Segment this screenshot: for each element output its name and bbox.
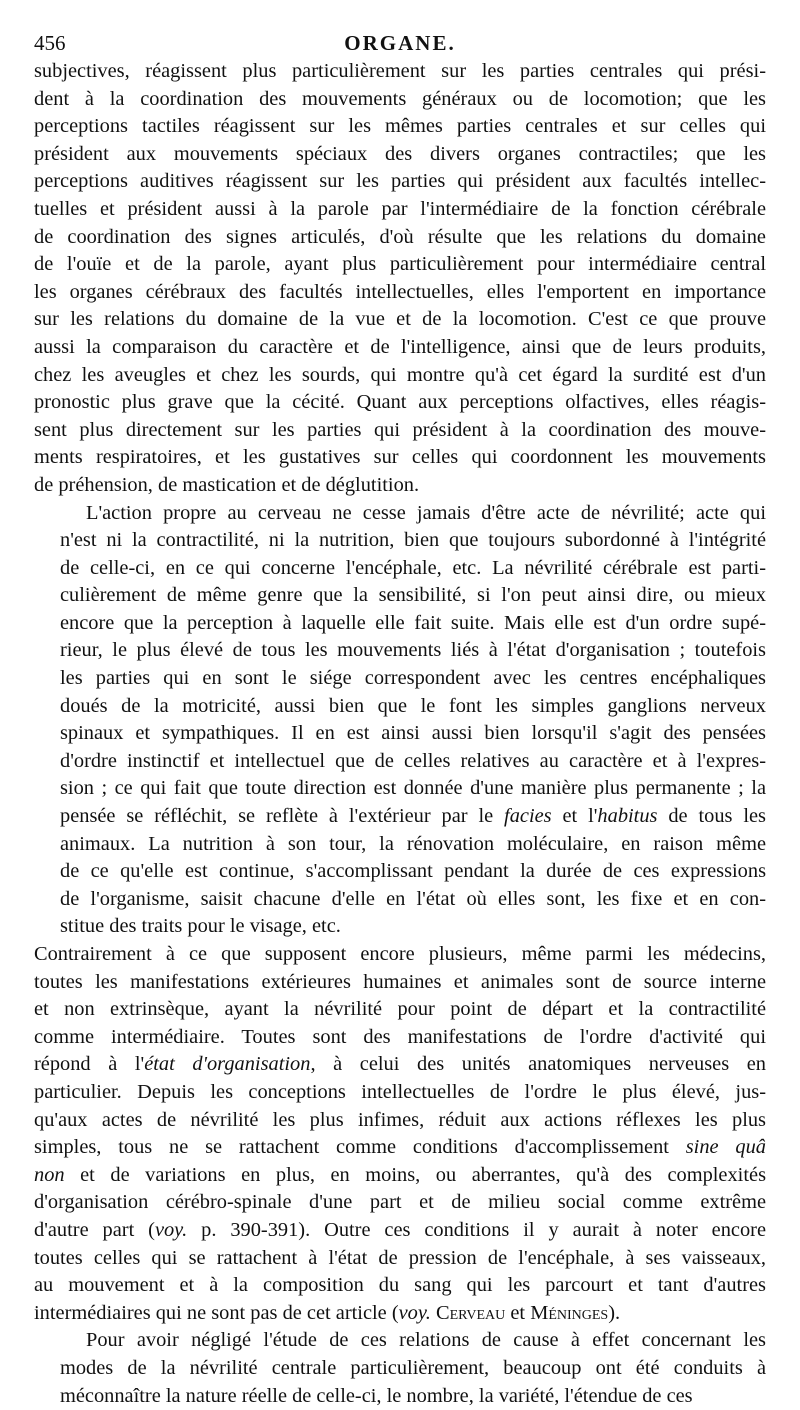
text-line: pensée se réfléchit, se reflète à l'extérieur par le facies et l'habitus de tous les bbox=[34, 803, 766, 831]
text-line: de ce qu'elle est continue, s'accomplissant pendant la durée de ces expressions bbox=[34, 858, 766, 886]
text-line: non et de variations en plus, en moins, ou aberrantes, qu'à des complexités bbox=[34, 1162, 766, 1190]
text-line: de préhension, de mastication et de déglutition. bbox=[34, 472, 766, 500]
text-line: méconnaître la nature réelle de celle-ci, le nombre, la variété, l'étendue de ces bbox=[34, 1383, 766, 1410]
text-line: de coordination des signes articulés, d'où résulte que les relations du domaine bbox=[34, 224, 766, 252]
page-header bbox=[34, 28, 766, 58]
text-line: sent plus directement sur les parties qui président à la coordination des mouve- bbox=[34, 417, 766, 445]
page-number: 456 bbox=[34, 28, 66, 58]
text-line: Contrairement à ce que supposent encore plusieurs, même parmi les médecins, bbox=[34, 941, 766, 969]
paragraph bbox=[34, 500, 766, 942]
text-line: chez les aveugles et chez les sourds, qui montre qu'à cet égard la surdité est d'un bbox=[34, 362, 766, 390]
text-line: animaux. La nutrition à son tour, la rénovation moléculaire, en raison même bbox=[34, 831, 766, 859]
text-line: doués de la motricité, aussi bien que le font les simples ganglions nerveux bbox=[34, 693, 766, 721]
text-line: pronostic plus grave que la cécité. Quant aux perceptions olfactives, elles réagis- bbox=[34, 389, 766, 417]
text-line: de l'organisme, saisit chacune d'elle en l'état où elles sont, les fixe et en con- bbox=[34, 886, 766, 914]
text-line: de celle-ci, en ce qui concerne l'encéphale, etc. La névrilité cérébrale est parti- bbox=[34, 555, 766, 583]
text-line: d'organisation cérébro-spinale d'une part et de milieu social comme extrême bbox=[34, 1189, 766, 1217]
paragraph bbox=[34, 58, 766, 500]
text-line: perceptions tactiles réagissent sur les mêmes parties centrales et sur celles qui bbox=[34, 113, 766, 141]
text-line: d'autre part (voy. p. 390-391). Outre ces conditions il y aurait à noter encore bbox=[34, 1217, 766, 1245]
text-line: toutes les manifestations extérieures humaines et animales sont de source interne bbox=[34, 969, 766, 997]
text-line: au mouvement et à la composition du sang qui les parcourt et tant d'autres bbox=[34, 1272, 766, 1300]
text-line: subjectives, réagissent plus particulièrement sur les parties centrales qui prési- bbox=[34, 58, 766, 86]
text-line: ments respiratoires, et les gustatives sur celles qui coordonnent les mouvements bbox=[34, 444, 766, 472]
text-line: répond à l'état d'organisation, à celui des unités anatomiques nerveuses en bbox=[34, 1051, 766, 1079]
book-page bbox=[34, 28, 766, 1410]
text-line: particulier. Depuis les conceptions intellectuelles de l'ordre le plus élevé, jus- bbox=[34, 1079, 766, 1107]
text-line: comme intermédiaire. Toutes sont des manifestations de l'ordre d'activité qui bbox=[34, 1024, 766, 1052]
text-line: et non extrinsèque, ayant la névrilité pour point de départ et la contractilité bbox=[34, 996, 766, 1024]
body-text bbox=[34, 58, 766, 1410]
text-line: encore que la perception à laquelle elle fait suite. Mais elle est d'un ordre supé- bbox=[34, 610, 766, 638]
text-line: sion ; ce qui fait que toute direction est donnée d'une manière plus permanente ; la bbox=[34, 775, 766, 803]
text-line: toutes celles qui se rattachent à l'état de pression de l'encéphale, à ses vaisseaux, bbox=[34, 1245, 766, 1273]
text-line: qu'aux actes de névrilité les plus infimes, réduit aux actions réflexes les plus bbox=[34, 1107, 766, 1135]
text-line: stitue des traits pour le visage, etc. bbox=[34, 913, 766, 941]
text-line: simples, tous ne se rattachent comme conditions d'accomplissement sine quâ bbox=[34, 1134, 766, 1162]
text-line: les parties qui en sont le siége correspondent avec les centres encéphaliques bbox=[34, 665, 766, 693]
text-line: perceptions auditives réagissent sur les parties qui président aux facultés intellec- bbox=[34, 168, 766, 196]
text-line: rieur, le plus élevé de tous les mouvements liés à l'état d'organisation ; toutefois bbox=[34, 637, 766, 665]
text-line: Pour avoir négligé l'étude de ces relations de cause à effet concernant les bbox=[34, 1327, 766, 1355]
text-line: culièrement de même genre que la sensibilité, si l'on peut ainsi dire, ou mieux bbox=[34, 582, 766, 610]
text-line: intermédiaires qui ne sont pas de cet article (voy. Cerveau et Méninges). bbox=[34, 1300, 766, 1328]
text-line: modes de la névrilité centrale particulièrement, beaucoup ont été conduits à bbox=[34, 1355, 766, 1383]
text-line: dent à la coordination des mouvements généraux ou de locomotion; que les bbox=[34, 86, 766, 114]
text-line: de l'ouïe et de la parole, ayant plus particulièrement pour intermédiaire central bbox=[34, 251, 766, 279]
text-line: d'ordre instinctif et intellectuel que de celles relatives au caractère et à l'expres- bbox=[34, 748, 766, 776]
text-line: les organes cérébraux des facultés intellectuelles, elles l'emportent en importance bbox=[34, 279, 766, 307]
text-line: sur les relations du domaine de la vue et de la locomotion. C'est ce que prouve bbox=[34, 306, 766, 334]
text-line: président aux mouvements spéciaux des divers organes contractiles; que les bbox=[34, 141, 766, 169]
paragraph bbox=[34, 941, 766, 1327]
text-line: aussi la comparaison du caractère et de l'intelligence, ainsi que de leurs produits, bbox=[34, 334, 766, 362]
running-title: ORGANE. bbox=[34, 28, 766, 58]
text-line: L'action propre au cerveau ne cesse jamais d'être acte de névrilité; acte qui bbox=[34, 500, 766, 528]
text-line: n'est ni la contractilité, ni la nutrition, bien que toujours subordonné à l'intégrité bbox=[34, 527, 766, 555]
text-line: tuelles et président aussi à la parole par l'intermédiaire de la fonction cérébrale bbox=[34, 196, 766, 224]
text-line: spinaux et sympathiques. Il en est ainsi aussi bien lorsqu'il s'agit des pensées bbox=[34, 720, 766, 748]
